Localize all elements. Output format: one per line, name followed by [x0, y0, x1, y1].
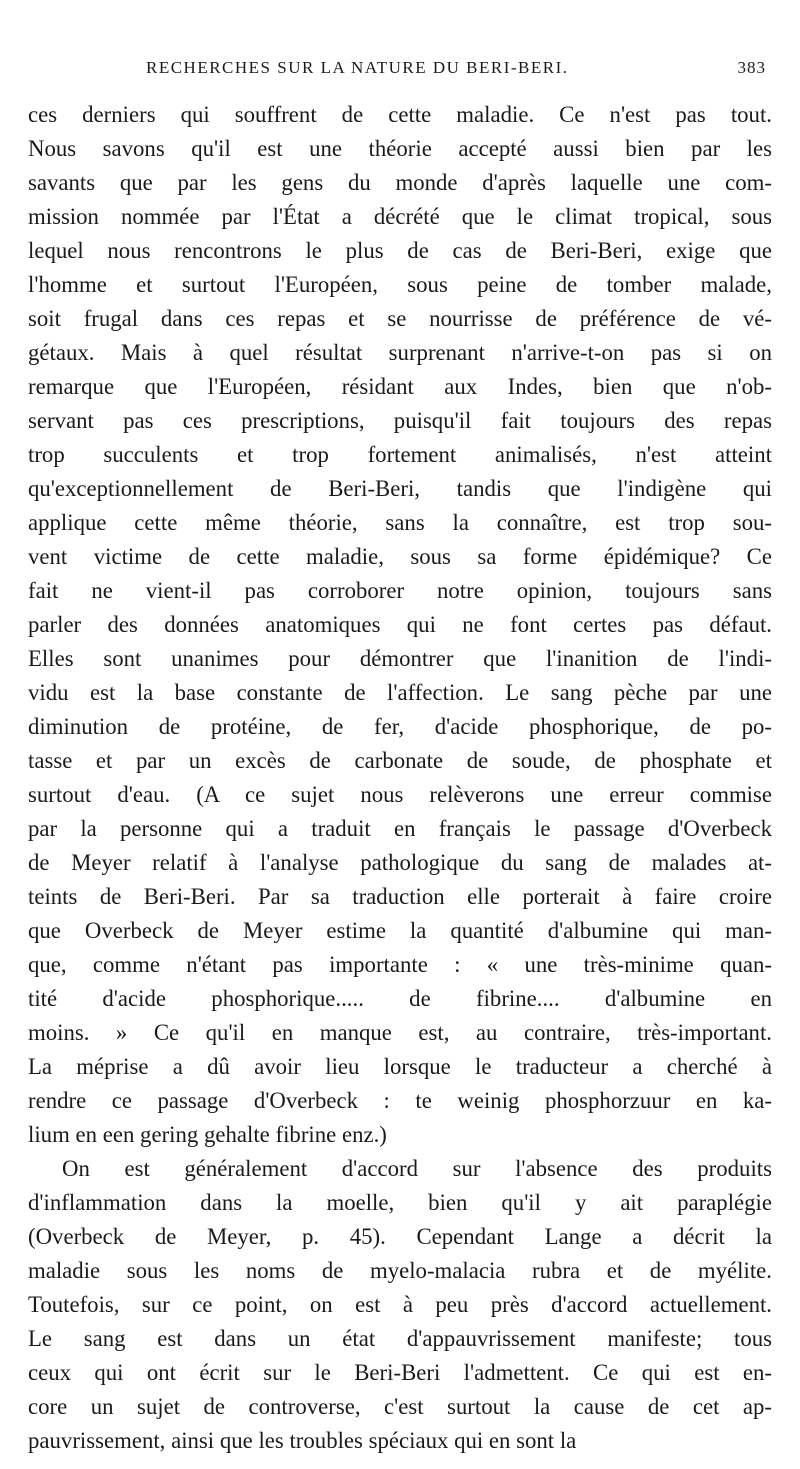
text-line: Nous savons qu'il est une théorie accepté aussi bien par les — [28, 136, 772, 161]
text-line: pauvrissement, ainsi que les troubles spéciaux qui en sont la — [28, 1428, 577, 1453]
text-line: que Overbeck de Meyer estime la quantité d'albumine qui man- — [28, 918, 772, 943]
text-line: core un sujet de controverse, c'est surtout la cause de cet ap- — [28, 1394, 772, 1419]
text-line: Le sang est dans un état d'appauvrissement manifeste; tous — [28, 1326, 772, 1351]
text-line: d'inflammation dans la moelle, bien qu'il y ait paraplégie — [28, 1190, 772, 1215]
text-line: gétaux. Mais à quel résultat surprenant n'arrive-t-on pas si on — [28, 340, 772, 365]
text-line: qu'exceptionnellement de Beri-Beri, tandis que l'indigène qui — [28, 476, 772, 501]
text-line: vidu est la base constante de l'affection. Le sang pèche par une — [28, 680, 772, 705]
text-line: lium en een gering gehalte fibrine enz.) — [28, 1122, 387, 1147]
text-line: remarque que l'Européen, résidant aux Indes, bien que n'ob- — [28, 374, 772, 399]
text-line: savants que par les gens du monde d'après laquelle une com- — [28, 170, 772, 195]
text-line: servant pas ces prescriptions, puisqu'il fait toujours des repas — [28, 408, 772, 433]
page-body — [28, 98, 772, 1458]
text-line: maladie sous les noms de myelo-malacia rubra et de myélite. — [28, 1258, 772, 1283]
text-line: que, comme n'étant pas importante : « une très-minime quan- — [28, 952, 772, 977]
text-line: fait ne vient-il pas corroborer notre opinion, toujours sans — [28, 578, 772, 603]
text-line: parler des données anatomiques qui ne font certes pas défaut. — [28, 612, 772, 637]
text-line: de Meyer relatif à l'analyse pathologique du sang de malades at- — [28, 850, 772, 875]
text-line: l'homme et surtout l'Européen, sous peine de tomber malade, — [28, 272, 772, 297]
text-line: (Overbeck de Meyer, p. 45). Cependant Lange a décrit la — [28, 1224, 772, 1249]
text-line: Toutefois, sur ce point, on est à peu près d'accord actuellement. — [28, 1292, 772, 1317]
running-title: RECHERCHES SUR LA NATURE DU BERI-BERI. — [146, 58, 569, 77]
text-line: tasse et par un excès de carbonate de soude, de phosphate et — [28, 748, 772, 773]
text-line: Elles sont unanimes pour démontrer que l'inanition de l'indi- — [28, 646, 772, 671]
text-line: soit frugal dans ces repas et se nourrisse de préférence de vé- — [28, 306, 772, 331]
text-line: moins. » Ce qu'il en manque est, au contraire, très-important. — [28, 1020, 772, 1045]
text-line: par la personne qui a traduit en français le passage d'Overbeck — [28, 816, 772, 841]
text-line: mission nommée par l'État a décrété que le climat tropical, sous — [28, 204, 772, 229]
text-line: teints de Beri-Beri. Par sa traduction elle porterait à faire croire — [28, 884, 772, 909]
page-header — [146, 58, 766, 84]
text-line: diminution de protéine, de fer, d'acide phosphorique, de po- — [28, 714, 772, 739]
text-line: rendre ce passage d'Overbeck : te weinig phosphorzuur en ka- — [28, 1088, 772, 1113]
text-line: surtout d'eau. (A ce sujet nous relèverons une erreur commise — [28, 782, 772, 807]
text-line: lequel nous rencontrons le plus de cas de Beri-Beri, exige que — [28, 238, 772, 263]
text-line: ces derniers qui souffrent de cette maladie. Ce n'est pas tout. — [28, 102, 772, 127]
paragraph-1 — [28, 98, 772, 1152]
text-line: ceux qui ont écrit sur le Beri-Beri l'admettent. Ce qui est en- — [28, 1360, 772, 1385]
text-line: On est généralement d'accord sur l'absence des produits — [62, 1156, 772, 1181]
text-line: trop succulents et trop fortement animalisés, n'est atteint — [28, 442, 772, 467]
text-line: vent victime de cette maladie, sous sa forme épidémique? Ce — [28, 544, 772, 569]
text-line: La méprise a dû avoir lieu lorsque le traducteur a cherché à — [28, 1054, 772, 1079]
text-line: tité d'acide phosphorique..... de fibrine.... d'albumine en — [28, 986, 772, 1011]
text-line: applique cette même théorie, sans la connaître, est trop sou- — [28, 510, 772, 535]
page-number: 383 — [737, 58, 766, 77]
paragraph-2 — [28, 1152, 772, 1458]
